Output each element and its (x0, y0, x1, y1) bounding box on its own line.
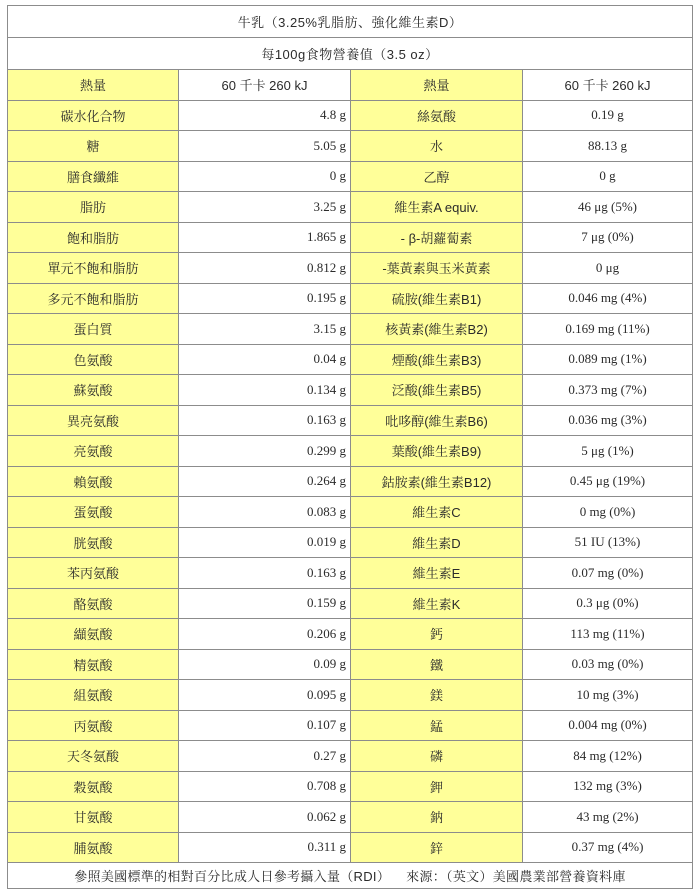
nutrient-name: 酪氨酸 (8, 588, 179, 619)
nutrient-name: 鉀 (351, 771, 523, 802)
nutrient-name: 蛋氨酸 (8, 497, 179, 528)
nutrient-name: 絲氨酸 (351, 100, 523, 131)
nutrient-name: 精氨酸 (8, 649, 179, 680)
nutrient-amount: 132 mg (3%) (523, 771, 693, 802)
nutrient-amount: 0.062 g (179, 802, 351, 833)
nutrient-amount: 0.37 mg (4%) (523, 832, 693, 863)
nutrient-amount: 0.169 mg (11%) (523, 314, 693, 345)
nutrient-amount: 3.25 g (179, 192, 351, 223)
nutrient-name: 錳 (351, 710, 523, 741)
nutrient-name: 天冬氨酸 (8, 741, 179, 772)
nutrient-name: 維生素C (351, 497, 523, 528)
nutrient-name: 胱氨酸 (8, 527, 179, 558)
nutrient-amount: 0.134 g (179, 375, 351, 406)
nutrient-name: 丙氨酸 (8, 710, 179, 741)
nutrient-name: 組氨酸 (8, 680, 179, 711)
nutrient-name: 穀氨酸 (8, 771, 179, 802)
nutrient-row (8, 588, 693, 619)
nutrient-amount: 7 μg (0%) (523, 222, 693, 253)
nutrient-name: 鈷胺素(維生素B12) (351, 466, 523, 497)
nutrient-row (8, 466, 693, 497)
nutrient-name: 熱量 (8, 70, 179, 101)
nutrient-amount: 0.004 mg (0%) (523, 710, 693, 741)
nutrient-name: 多元不飽和脂肪 (8, 283, 179, 314)
nutrient-amount: 60 千卡 260 kJ (523, 70, 693, 101)
nutrient-amount: 0.812 g (179, 253, 351, 284)
nutrition-table-body (8, 6, 693, 863)
nutrient-amount: 0.373 mg (7%) (523, 375, 693, 406)
nutrient-amount: 0.089 mg (1%) (523, 344, 693, 375)
nutrient-row (8, 497, 693, 528)
nutrient-name: 熱量 (351, 70, 523, 101)
nutrient-name: 核黃素(維生素B2) (351, 314, 523, 345)
table-footer (8, 863, 693, 889)
nutrient-name: 蛋白質 (8, 314, 179, 345)
nutrient-name: 泛酸(維生素B5) (351, 375, 523, 406)
source-note: 來源：（英文）美國農業部營養資料庫 (406, 869, 626, 884)
nutrient-amount: 0.09 g (179, 649, 351, 680)
nutrient-amount: 84 mg (12%) (523, 741, 693, 772)
rdi-note: 參照美國標準的相對百分比成人日參考攝入量（RDI） (74, 869, 391, 884)
nutrient-name: 脂肪 (8, 192, 179, 223)
nutrient-amount: 0.206 g (179, 619, 351, 650)
nutrient-name: 維生素E (351, 558, 523, 589)
nutrient-amount: 0.708 g (179, 771, 351, 802)
nutrient-amount: 0.45 μg (19%) (523, 466, 693, 497)
nutrient-name: 葉酸(維生素B9) (351, 436, 523, 467)
nutrient-amount: 0.036 mg (3%) (523, 405, 693, 436)
nutrient-row (8, 131, 693, 162)
nutrient-name: 鈣 (351, 619, 523, 650)
nutrient-name: 蘇氨酸 (8, 375, 179, 406)
nutrient-name: 鐵 (351, 649, 523, 680)
nutrient-name: 苯丙氨酸 (8, 558, 179, 589)
nutrient-amount: 0.159 g (179, 588, 351, 619)
nutrient-amount: 0.107 g (179, 710, 351, 741)
nutrient-name: 鎂 (351, 680, 523, 711)
nutrient-amount: 0.04 g (179, 344, 351, 375)
nutrient-row (8, 710, 693, 741)
nutrient-amount: 0.163 g (179, 558, 351, 589)
nutrient-row (8, 283, 693, 314)
nutrient-row (8, 100, 693, 131)
nutrient-row (8, 222, 693, 253)
nutrient-amount: 5.05 g (179, 131, 351, 162)
nutrient-amount: 0.299 g (179, 436, 351, 467)
nutrient-name: 硫胺(維生素B1) (351, 283, 523, 314)
nutrient-name: 亮氨酸 (8, 436, 179, 467)
nutrient-amount: 0.019 g (179, 527, 351, 558)
nutrient-amount: 10 mg (3%) (523, 680, 693, 711)
nutrient-row (8, 436, 693, 467)
nutrient-row (8, 375, 693, 406)
nutrient-amount: 0.095 g (179, 680, 351, 711)
nutrient-name: 甘氨酸 (8, 802, 179, 833)
nutrient-amount: 0.195 g (179, 283, 351, 314)
nutrient-name: 吡哆醇(維生素B6) (351, 405, 523, 436)
nutrient-row (8, 161, 693, 192)
nutrient-amount: 0.083 g (179, 497, 351, 528)
footer-row (8, 863, 693, 889)
nutrient-name: 脯氨酸 (8, 832, 179, 863)
nutrient-amount: 0.3 μg (0%) (523, 588, 693, 619)
subtitle-row (8, 38, 693, 70)
nutrient-amount: 60 千卡 260 kJ (179, 70, 351, 101)
nutrient-row (8, 344, 693, 375)
title-row (8, 6, 693, 38)
nutrient-name: 糖 (8, 131, 179, 162)
nutrient-row (8, 832, 693, 863)
nutrient-row (8, 405, 693, 436)
nutrient-amount: 0.046 mg (4%) (523, 283, 693, 314)
nutrient-name: - β-胡蘿蔔素 (351, 222, 523, 253)
nutrient-row (8, 70, 693, 101)
nutrient-name: 水 (351, 131, 523, 162)
table-title: 牛乳（3.25%乳脂肪、強化維生素D） (8, 6, 693, 38)
nutrient-row (8, 619, 693, 650)
nutrient-amount: 51 IU (13%) (523, 527, 693, 558)
nutrient-row (8, 649, 693, 680)
nutrient-name: 賴氨酸 (8, 466, 179, 497)
nutrient-name: 碳水化合物 (8, 100, 179, 131)
nutrient-amount: 0.264 g (179, 466, 351, 497)
nutrient-row (8, 253, 693, 284)
nutrient-row (8, 192, 693, 223)
nutrient-name: 維生素D (351, 527, 523, 558)
nutrient-row (8, 771, 693, 802)
nutrition-table (7, 5, 693, 889)
nutrient-amount: 46 μg (5%) (523, 192, 693, 223)
nutrient-row (8, 741, 693, 772)
nutrient-name: 飽和脂肪 (8, 222, 179, 253)
nutrient-amount: 1.865 g (179, 222, 351, 253)
nutrient-amount: 0 g (523, 161, 693, 192)
nutrient-name: 膳食纖維 (8, 161, 179, 192)
nutrient-amount: 4.8 g (179, 100, 351, 131)
nutrient-name: 鋅 (351, 832, 523, 863)
nutrient-name: 磷 (351, 741, 523, 772)
nutrient-amount: 5 μg (1%) (523, 436, 693, 467)
nutrient-name: 維生素A equiv. (351, 192, 523, 223)
nutrient-amount: 88.13 g (523, 131, 693, 162)
nutrient-amount: 0.27 g (179, 741, 351, 772)
nutrient-amount: 43 mg (2%) (523, 802, 693, 833)
nutrient-amount: 3.15 g (179, 314, 351, 345)
nutrient-row (8, 802, 693, 833)
nutrient-row (8, 527, 693, 558)
nutrient-amount: 0 mg (0%) (523, 497, 693, 528)
nutrient-amount: 0.163 g (179, 405, 351, 436)
nutrient-row (8, 558, 693, 589)
nutrient-amount: 0 μg (523, 253, 693, 284)
nutrient-amount: 0.19 g (523, 100, 693, 131)
nutrient-name: 乙醇 (351, 161, 523, 192)
nutrient-row (8, 314, 693, 345)
nutrient-amount: 113 mg (11%) (523, 619, 693, 650)
nutrient-amount: 0.07 mg (0%) (523, 558, 693, 589)
nutrient-amount: 0.311 g (179, 832, 351, 863)
nutrient-name: 單元不飽和脂肪 (8, 253, 179, 284)
nutrient-name: -葉黃素與玉米黃素 (351, 253, 523, 284)
nutrient-amount: 0 g (179, 161, 351, 192)
nutrient-name: 異亮氨酸 (8, 405, 179, 436)
table-subtitle: 每100g食物營養值（3.5 oz） (8, 38, 693, 70)
nutrient-name: 鈉 (351, 802, 523, 833)
nutrient-name: 色氨酸 (8, 344, 179, 375)
nutrient-name: 煙酸(維生素B3) (351, 344, 523, 375)
nutrient-name: 纈氨酸 (8, 619, 179, 650)
nutrient-amount: 0.03 mg (0%) (523, 649, 693, 680)
nutrient-name: 維生素K (351, 588, 523, 619)
nutrient-row (8, 680, 693, 711)
